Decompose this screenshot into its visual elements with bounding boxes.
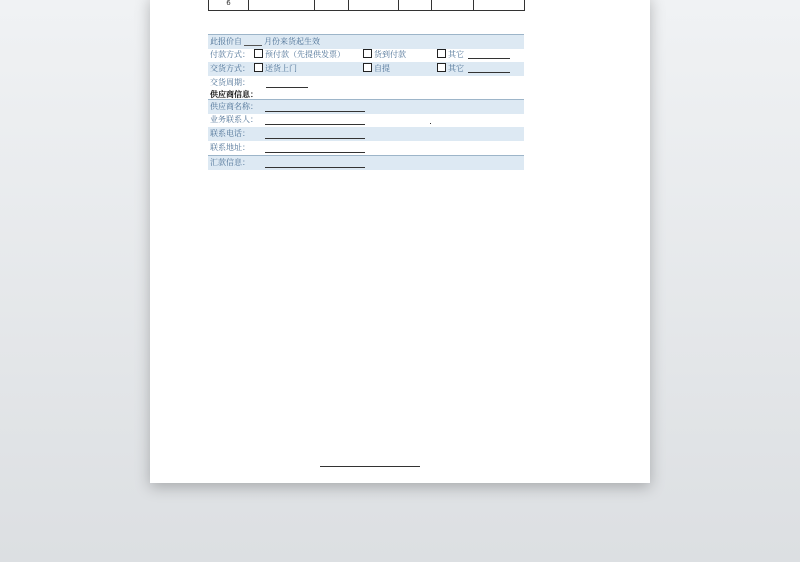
signature-line[interactable] — [320, 466, 420, 467]
supplier-name-field[interactable] — [265, 111, 365, 112]
supplier-section-title: 供应商信息： — [210, 90, 258, 99]
address-row — [208, 141, 524, 155]
phone-field[interactable] — [265, 138, 365, 139]
table-cell — [314, 0, 349, 10]
quote-table-fragment — [208, 0, 525, 11]
delivery-period-row — [208, 76, 524, 90]
checkbox[interactable] — [254, 63, 263, 72]
payment-option-prepay[interactable]: 预付款（先提供发票） — [254, 48, 345, 62]
payment-method-row — [208, 48, 524, 62]
address-field[interactable] — [265, 152, 365, 153]
table-cell — [348, 0, 399, 10]
payment-other-blank[interactable] — [468, 51, 510, 59]
remittance-field[interactable] — [265, 167, 365, 168]
table-cell — [398, 0, 432, 10]
delivery-option-pickup[interactable]: 自提 — [363, 62, 390, 76]
quote-validity-suffix: 月份来货起生效 — [264, 37, 320, 46]
checkbox[interactable] — [437, 49, 446, 58]
payment-method-label: 付款方式： — [210, 50, 250, 59]
business-contact-field[interactable] — [265, 124, 365, 125]
stray-dot — [430, 123, 431, 124]
checkbox[interactable] — [254, 49, 263, 58]
quote-validity-prefix: 此报价自 — [210, 37, 242, 46]
table-row-number: 6 — [226, 0, 231, 7]
supplier-name-label: 供应商名称： — [210, 102, 258, 111]
delivery-option-other[interactable]: 其它 — [437, 62, 510, 76]
delivery-method-row — [208, 62, 524, 76]
quote-validity-row — [208, 34, 524, 49]
delivery-option-door[interactable]: 送货上门 — [254, 62, 297, 76]
month-blank[interactable] — [244, 37, 262, 46]
table-cell — [473, 0, 525, 10]
table-cell — [431, 0, 474, 10]
payment-option-cod[interactable]: 货到付款 — [363, 48, 406, 62]
address-label: 联系地址： — [210, 143, 250, 152]
checkbox[interactable] — [363, 63, 372, 72]
delivery-period-blank[interactable] — [266, 87, 308, 88]
delivery-period-label: 交货周期： — [210, 78, 250, 87]
payment-option-other[interactable]: 其它 — [437, 48, 510, 62]
business-contact-label: 业务联系人： — [210, 115, 258, 124]
phone-label: 联系电话： — [210, 129, 250, 138]
delivery-other-blank[interactable] — [468, 65, 510, 73]
remittance-label: 汇款信息： — [210, 158, 250, 167]
phone-row — [208, 127, 524, 141]
checkbox[interactable] — [363, 49, 372, 58]
remittance-row — [208, 155, 524, 170]
delivery-method-label: 交货方式： — [210, 64, 250, 73]
business-contact-row — [208, 113, 524, 127]
document-page — [150, 0, 650, 483]
checkbox[interactable] — [437, 63, 446, 72]
table-cell — [248, 0, 315, 10]
supplier-name-row — [208, 99, 524, 114]
